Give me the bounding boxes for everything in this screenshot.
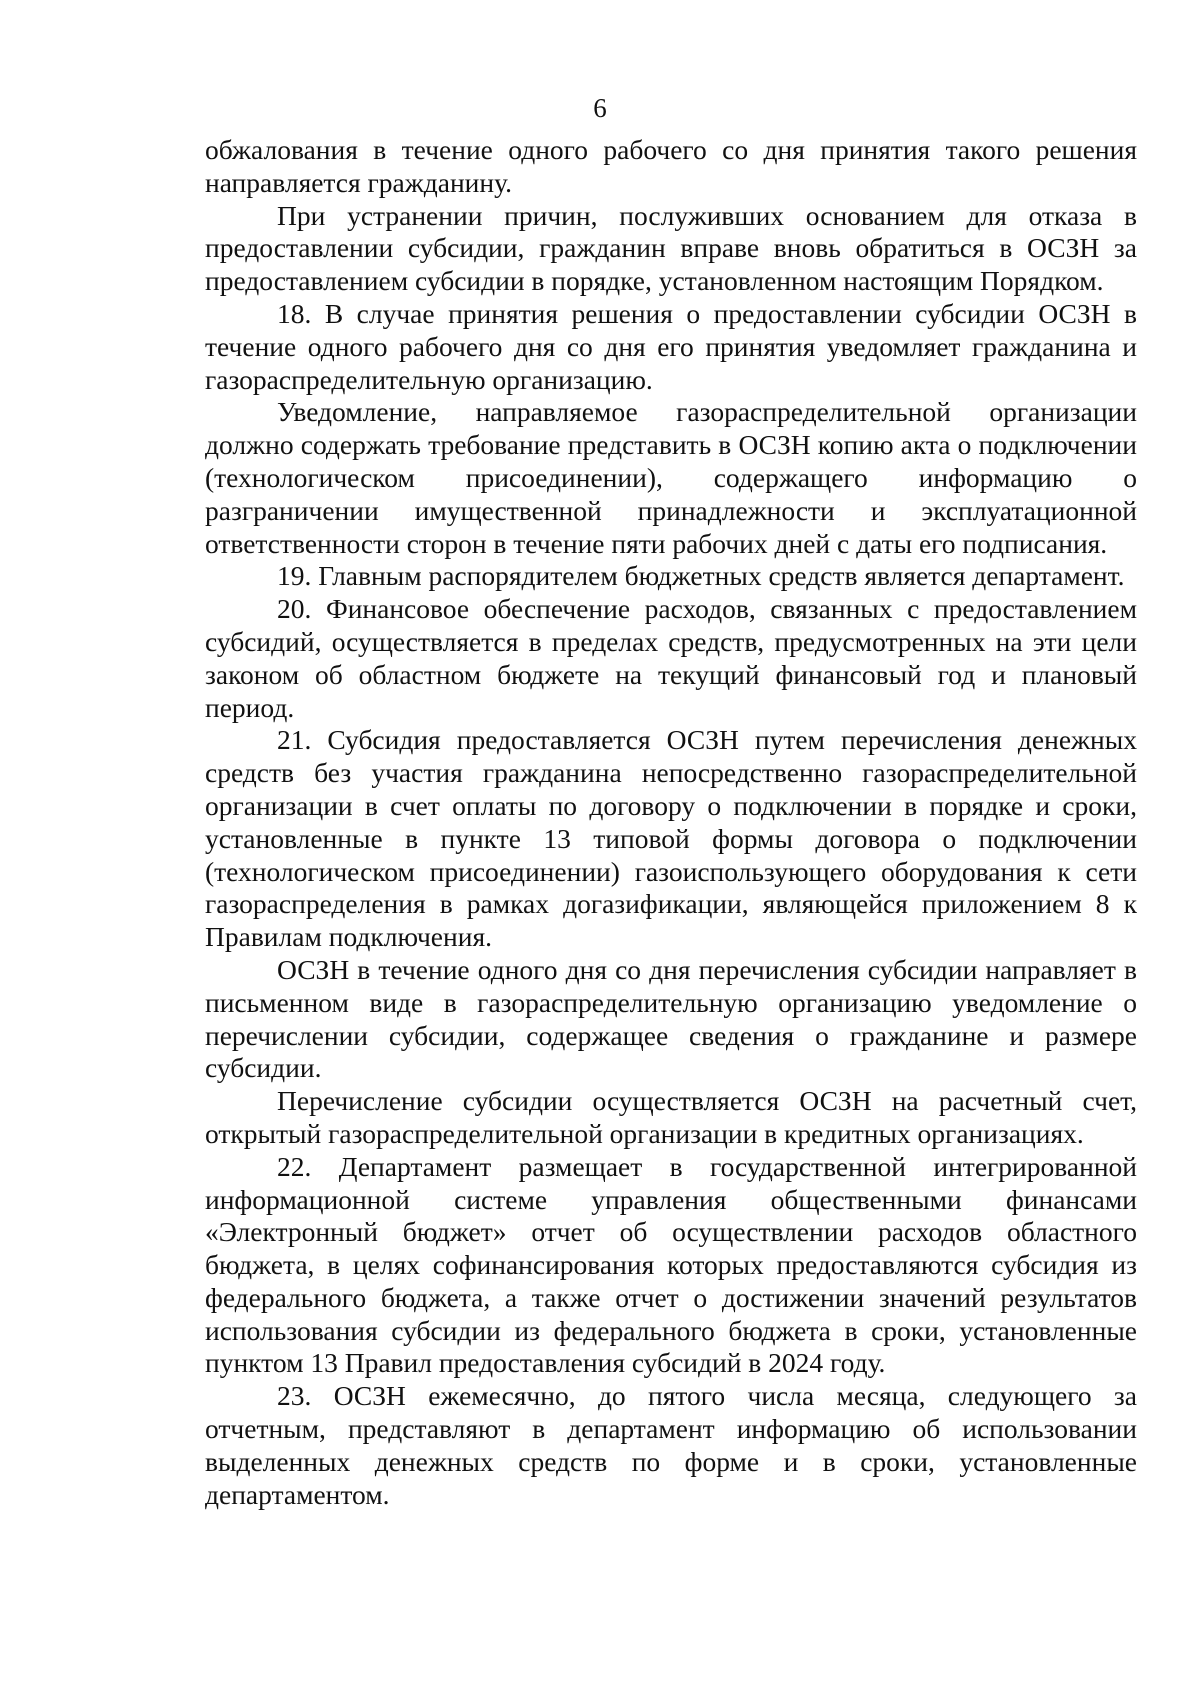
page-number: 6 [593,93,607,123]
paragraph-23: 23. ОСЗН ежемесячно, до пятого числа месяца, следующего за отчетным, представляют в департамент информацию об использовании выделенных денежных средств по форме и в сроки, установленные департаментом. [205,1380,1137,1510]
paragraph-notification: Уведомление, направляемое газораспределительной организации должно содержать требование представить в ОСЗН копию акта о подключении (технологическом присоединении), содержащего информацию о разграничении имущественной принадлежности и эксплуатационной ответственности сторон в течение пяти рабочих дней с даты его подписания. [205,396,1137,559]
paragraph-21: 21. Субсидия предоставляется ОСЗН путем перечисления денежных средств без участия гражданина непосредственно газораспределительной организации в счет оплаты по договору о подключении в порядке и сроки, установленные в пункте 13 типовой формы договора о подключении (технологическом присоединении) газоиспользующего оборудования к сети газораспределения в рамках догазификации, являющейся приложением 8 к Правилам подключения. [205,724,1137,953]
document-body [205,134,1137,1511]
paragraph-22: 22. Департамент размещает в государственной интегрированной информационной системе управления общественными финансами «Электронный бюджет» отчет об осуществлении расходов областного бюджета, в целях софинансирования которых предоставляются субсидия из федерального бюджета, а также отчет о достижении значений результатов использования субсидии из федерального бюджета в сроки, установленные пунктом 13 Правил предоставления субсидий в 2024 году. [205,1150,1137,1379]
paragraph-18: 18. В случае принятия решения о предоставлении субсидии ОСЗН в течение одного рабочего дня со дня его принятия уведомляет гражданина и газораспределительную организацию. [205,297,1137,395]
paragraph-transfer-notice: ОСЗН в течение одного дня со дня перечисления субсидии направляет в письменном виде в газораспределительную организацию уведомление о перечислении субсидии, содержащее сведения о гражданине и размере субсидии. [205,953,1137,1084]
paragraph-transfer-account: Перечисление субсидии осуществляется ОСЗН на расчетный счет, открытый газораспределительной организации в кредитных организациях. [205,1085,1137,1149]
paragraph-19: 19. Главным распорядителем бюджетных средств является департамент. [277,560,1125,592]
paragraph-appeal-continuation: обжалования в течение одного рабочего со дня принятия такого решения направляется гражданину. [205,134,1137,198]
paragraph-20: 20. Финансовое обеспечение расходов, связанных с предоставлением субсидий, осуществляется в пределах средств, предусмотренных на эти цели законом об областном бюджете на текущий финансовый год и плановый период. [205,593,1137,723]
paragraph-reapply: При устранении причин, послуживших основанием для отказа в предоставлении субсидии, гражданин вправе вновь обратиться в ОСЗН за предоставлением субсидии в порядке, установленном настоящим Порядком. [205,199,1137,297]
